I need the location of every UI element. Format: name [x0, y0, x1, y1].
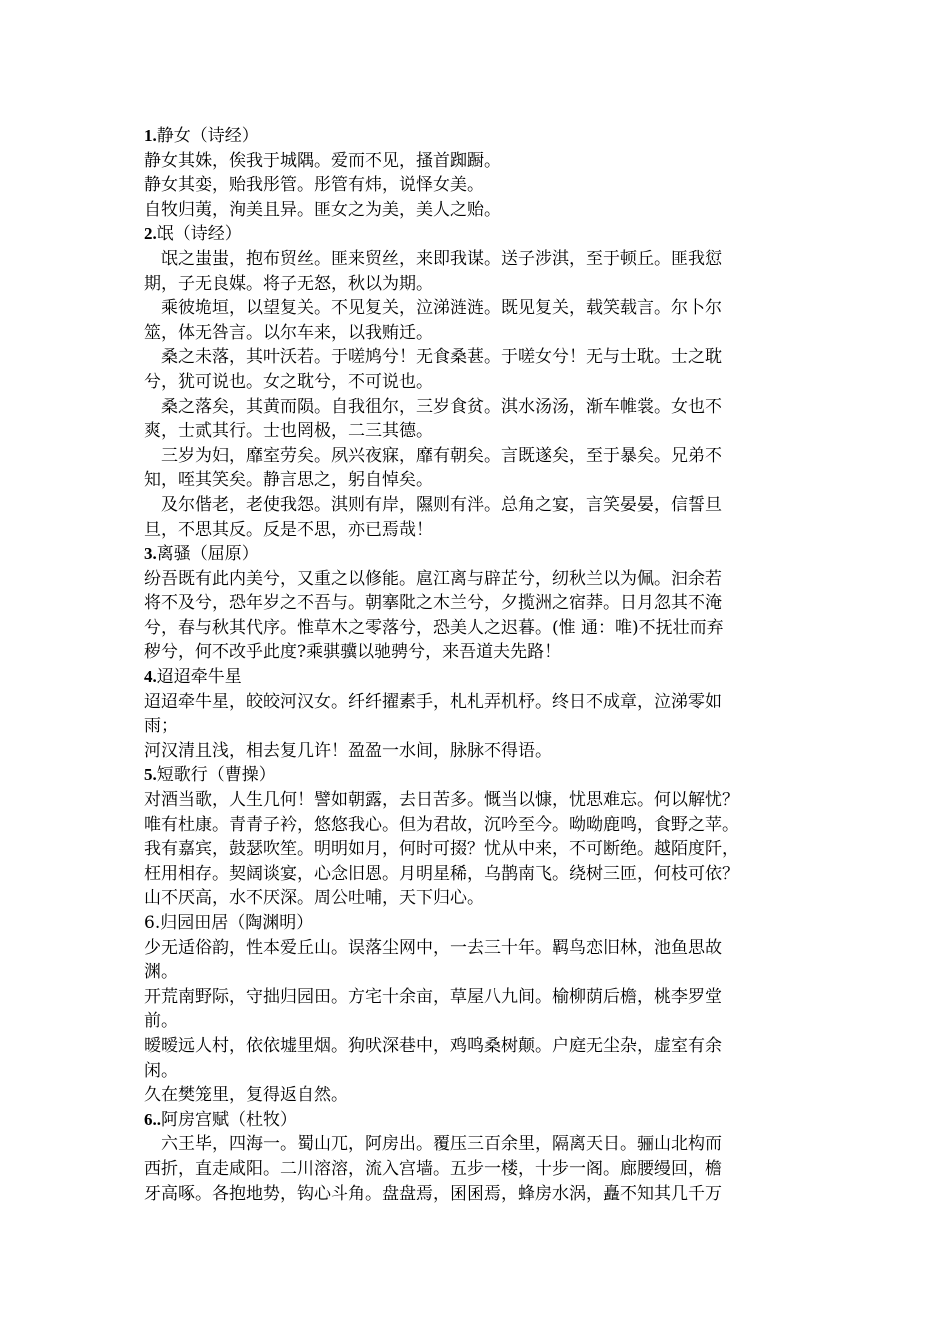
text-line: 及尔偕老，老使我怨。淇则有岸，隰则有泮。总角之宴，言笑晏晏，信誓旦	[144, 494, 722, 515]
text-line: 桑之未落，其叶沃若。于嗟鸠兮！无食桑葚。于嗟女兮！无与士耽。士之耽	[144, 347, 722, 368]
section-title	[144, 1108, 808, 1133]
text-line: 迢迢牵牛星，皎皎河汉女。纤纤擢素手，札札弄机杼。终日不成章，泣涕零如	[144, 691, 722, 712]
text-line: 三岁为妇，靡室劳矣。夙兴夜寐，靡有朝矣。言既遂矣，至于暴矣。兄弟不	[144, 445, 722, 466]
text-line: 开荒南野际，守拙归园田。方宅十余亩，草屋八九间。榆柳荫后檐，桃李罗堂	[144, 986, 722, 1007]
text-line: 桑之落矣，其黄而陨。自我徂尔，三岁食贫。淇水汤汤，渐车帷裳。女也不	[144, 396, 722, 417]
section-title-text: 静女（诗经）	[156, 126, 259, 146]
text-line: 前。	[144, 1011, 178, 1032]
text-line: 西折，直走咸阳。二川溶溶，流入宫墙。五步一楼，十步一阁。廊腰缦回，檐	[144, 1158, 722, 1179]
text-line: 渊。	[144, 962, 178, 983]
text-line: 秽兮，何不改乎此度?乘骐骥以驰骋兮，来吾道夫先路！	[144, 642, 562, 663]
text-line: 闲。	[144, 1060, 178, 1081]
section-number: 2.	[144, 224, 157, 244]
text-line: 期，子无良媒。将子无怒，秋以为期。	[144, 273, 433, 294]
text-line: 将不及兮，恐年岁之不吾与。朝搴阰之木兰兮，夕揽洲之宿莽。日月忽其不淹	[144, 593, 722, 614]
text-line: 对酒当歌，人生几何！譬如朝露，去日苦多。慨当以慷，忧思难忘。何以解忧？	[144, 790, 739, 811]
section-number: 3.	[144, 544, 157, 564]
text-line: 兮，犹可说也。女之耽兮，不可说也。	[144, 371, 433, 392]
text-line: 枉用相存。契阔谈宴，心念旧恩。月明星稀，乌鹊南飞。绕树三匝，何枝可依？	[144, 863, 739, 884]
text-line: 六王毕，四海一。蜀山兀，阿房出。覆压三百余里，隔离天日。骊山北构而	[144, 1134, 722, 1155]
text-line: 自牧归荑，洵美且异。匪女之为美，美人之贻。	[144, 199, 501, 220]
text-line: 兮，春与秋其代序。惟草木之零落兮，恐美人之迟暮。(惟 通：唯)不抚壮而弃	[144, 617, 724, 638]
text-line: 河汉清且浅，相去复几许！盈盈一水间，脉脉不得语。	[144, 740, 552, 761]
section-title-text: 迢迢牵牛星	[156, 667, 242, 688]
section-title	[144, 124, 808, 149]
text-line: 乘彼垝垣，以望复关。不见复关，泣涕涟涟。既见复关，载笑载言。尔卜尔	[144, 298, 722, 319]
section-title	[144, 665, 808, 690]
document-page	[144, 124, 808, 1206]
section-number: 4.	[144, 667, 157, 687]
text-line: 爽，士贰其行。士也罔极，二三其德。	[144, 421, 433, 442]
section-title-text: 归园田居（陶渊明）	[160, 913, 314, 933]
text-line: 唯有杜康。青青子衿，悠悠我心。但为君故，沉吟至今。呦呦鹿鸣，食野之苹。	[144, 814, 739, 835]
text-line: 雨；	[144, 716, 178, 737]
section-title	[144, 911, 808, 936]
text-line: 静女其姝，俟我于城隅。爱而不见，搔首踟蹰。	[144, 150, 501, 171]
section-title	[144, 542, 808, 567]
section-title	[144, 222, 808, 247]
text-line: 静女其娈，贻我彤管。彤管有炜，说怿女美。	[144, 175, 484, 196]
text-line: 牙高啄。各抱地势，钩心斗角。盘盘焉，囷囷焉，蜂房水涡，矗不知其几千万	[144, 1183, 722, 1204]
section-title-text: 氓（诗经）	[156, 224, 242, 245]
text-line: 暧暧远人村，依依墟里烟。狗吠深巷中，鸡鸣桑树颠。户庭无尘杂，虚室有余	[144, 1035, 722, 1056]
text-line: 纷吾既有此内美兮，又重之以修能。扈江离与辟芷兮，纫秋兰以为佩。汩余若	[144, 568, 722, 589]
text-line: 旦，不思其反。反是不思，亦已焉哉！	[144, 519, 433, 540]
section-number: 6.	[144, 913, 161, 933]
text-line: 少无适俗韵，性本爱丘山。误落尘网中，一去三十年。羁鸟恋旧林，池鱼思故	[144, 937, 722, 958]
section-title	[144, 763, 808, 788]
text-line: 氓之蚩蚩，抱布贸丝。匪来贸丝，来即我谋。送子涉淇，至于顿丘。匪我愆	[144, 248, 722, 269]
section-title-text: 离骚（屈原）	[156, 544, 259, 565]
section-number: 1.	[144, 126, 157, 145]
section-number: 6..	[144, 1109, 161, 1129]
text-line: 我有嘉宾，鼓瑟吹笙。明明如月，何时可掇？忧从中来，不可断绝。越陌度阡，	[144, 839, 739, 860]
text-line: 山不厌高，水不厌深。周公吐哺，天下归心。	[144, 888, 484, 909]
text-line: 知，咥其笑矣。静言思之，躬自悼矣。	[144, 470, 433, 491]
section-title-text: 短歌行（曹操）	[156, 765, 276, 786]
section-title-text: 阿房宫赋（杜牧）	[161, 1109, 297, 1130]
text-line: 筮，体无咎言。以尔车来，以我贿迁。	[144, 322, 433, 343]
text-line: 久在樊笼里，复得返自然。	[144, 1085, 348, 1106]
section-number: 5.	[144, 765, 157, 785]
